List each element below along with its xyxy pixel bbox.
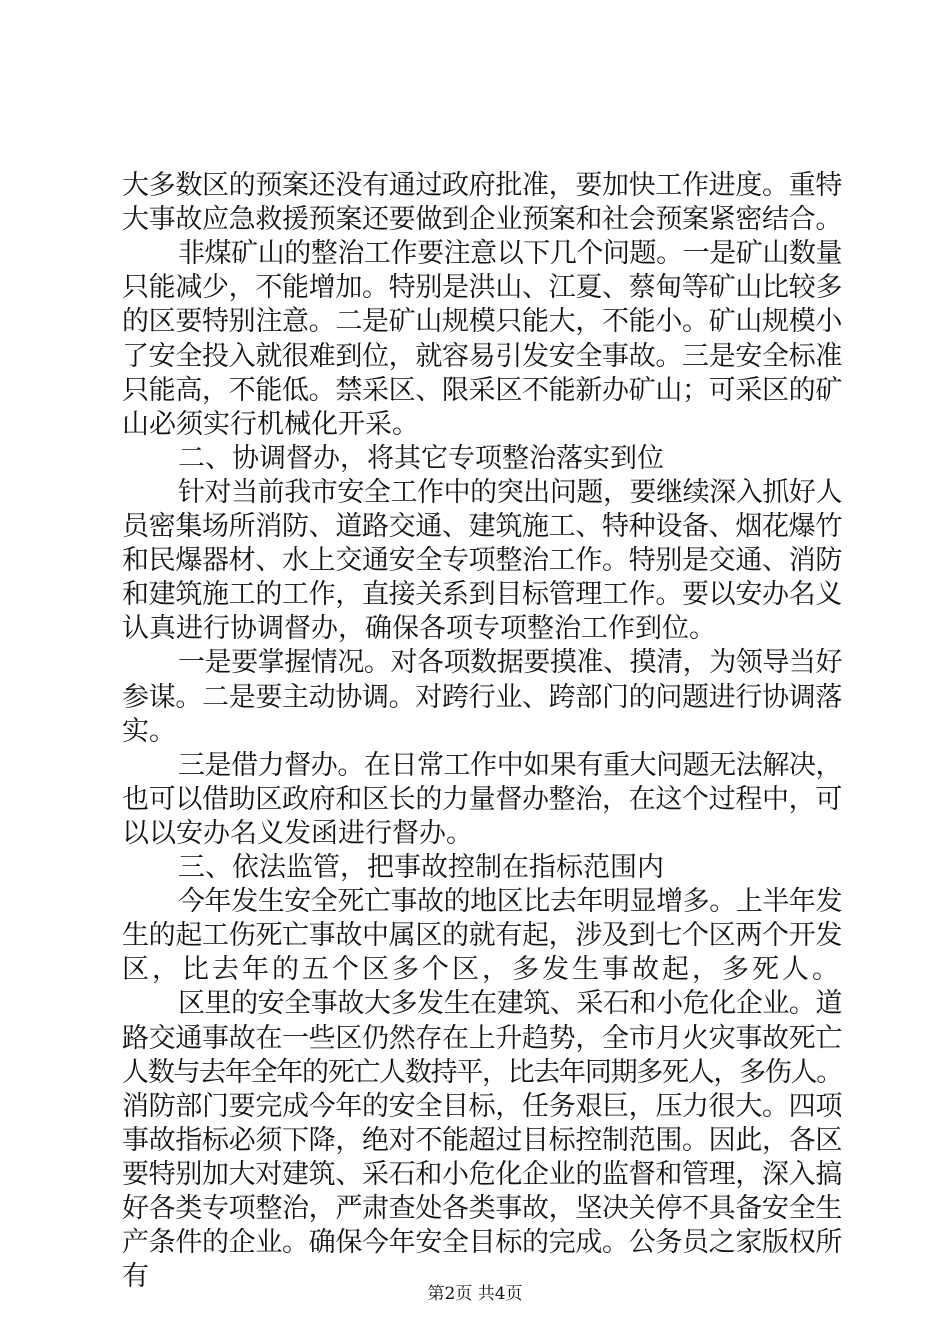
text-line: 三是借力督办。在日常工作中如果有重大问题无法解决，	[178, 749, 842, 781]
text-line: 以以安办名义发函进行督办。	[122, 817, 473, 849]
text-line: 实。	[122, 715, 176, 747]
text-line: 和建筑施工的工作，直接关系到目标管理工作。要以安办名义	[122, 579, 842, 611]
text-line: 区里的安全事故大多发生在建筑、采石和小危化企业。道	[178, 988, 842, 1020]
text-line: 三、依法监管，把事故控制在指标范围内	[178, 852, 664, 883]
text-line: 大多数区的预案还没有通过政府批准，要加快工作进度。重特	[122, 170, 842, 201]
text-line: 员密集场所消防、道路交通、建筑施工、特种设备、烟花爆竹	[122, 511, 842, 542]
text-line: 二、协调督办，将其它专项整治落实到位	[178, 442, 664, 474]
text-line: 非煤矿山的整治工作要注意以下几个问题。一是矿山数量	[178, 238, 842, 270]
text-line: 山必须实行机械化开采。	[122, 408, 419, 440]
text-line: 人数与去年全年的死亡人数持平，比去年同期多死人，多伤人。	[122, 1056, 842, 1088]
text-line: 路交通事故在一些区仍然存在上升趋势，全市月火灾事故死亡	[122, 1022, 842, 1054]
text-line: 生的起工伤死亡事故中属区的就有起，涉及到七个区两个开发	[122, 920, 842, 952]
text-line: 好各类专项整治，严肃查处各类事故，坚决关停不具备安全生	[122, 1193, 842, 1224]
text-line: 一是要掌握情况。对各项数据要摸准、摸清，为领导当好	[178, 647, 842, 679]
text-line: 和民爆器材、水上交通安全专项整治工作。特别是交通、消防	[122, 545, 842, 577]
text-line: 的区要特别注意。二是矿山规模只能大，不能小。矿山规模小	[122, 306, 842, 338]
text-line: 产条件的企业。确保今年安全目标的完成。公务员之家版权所	[122, 1227, 842, 1259]
text-line: 事故指标必须下降，绝对不能超过目标控制范围。因此，各区	[122, 1124, 842, 1156]
text-line: 也可以借助区政府和区长的力量督办整治，在这个过程中，可	[122, 783, 842, 815]
text-line: 大事故应急救援预案还要做到企业预案和社会预案紧密结合。	[122, 204, 842, 236]
text-line: 有	[122, 1261, 149, 1293]
text-line: 了安全投入就很难到位，就容易引发安全事故。三是安全标准	[122, 340, 842, 372]
text-line: 今年发生安全死亡事故的地区比去年明显增多。上半年发	[178, 886, 842, 918]
text-line: 只能高，不能低。禁采区、限采区不能新办矿山；可采区的矿	[122, 374, 842, 406]
text-line: 认真进行协调督办，确保各项专项整治工作到位。	[122, 613, 716, 645]
text-line: 区，比去年的五个区多个区，多发生事故起，多死人。	[122, 954, 842, 986]
text-line: 消防部门要完成今年的安全目标，任务艰巨，压力很大。四项	[122, 1090, 842, 1122]
text-line: 参谋。二是要主动协调。对跨行业、跨部门的问题进行协调落	[122, 681, 842, 713]
page-footer	[0, 1279, 950, 1304]
page-number: 第2页 共4页	[427, 1284, 523, 1304]
text-line: 要特别加大对建筑、采石和小危化企业的监督和管理，深入搞	[122, 1158, 842, 1190]
text-line: 只能减少，不能增加。特别是洪山、江夏、蔡甸等矿山比较多	[122, 272, 842, 304]
text-line: 针对当前我市安全工作中的突出问题，要继续深入抓好人	[178, 476, 842, 508]
